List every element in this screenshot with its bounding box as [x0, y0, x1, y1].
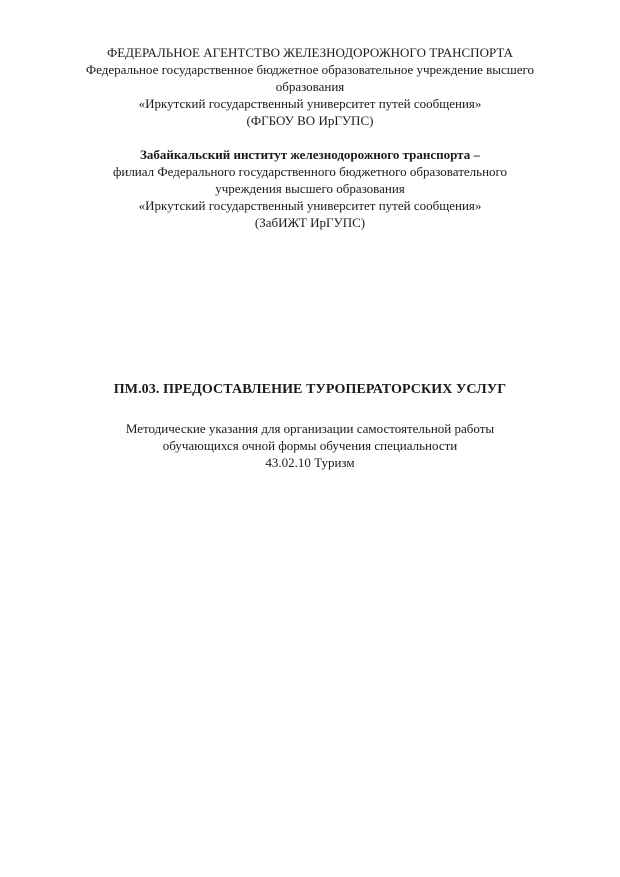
- university-type-line-2: образования: [275, 79, 345, 94]
- title-block: [40, 381, 580, 398]
- institute-header: [40, 146, 580, 231]
- institute-abbreviation: (ЗабИЖТ ИрГУПС): [254, 215, 366, 230]
- description-line-1: Методические указания для организации самостоятельной работы: [125, 421, 495, 436]
- branch-line-2: учреждения высшего образования: [215, 181, 405, 196]
- university-abbreviation: (ФГБОУ ВО ИрГУПС): [246, 113, 374, 128]
- agency-header: [40, 44, 580, 129]
- branch-university-name: «Иркутский государственный университет путей сообщения»: [138, 198, 482, 213]
- university-type-line-1: Федеральное государственное бюджетное образовательное учреждение высшего: [85, 62, 535, 77]
- document-title: ПМ.03. ПРЕДОСТАВЛЕНИЕ ТУРОПЕРАТОРСКИХ УСЛУГ: [113, 382, 507, 397]
- agency-name: ФЕДЕРАЛЬНОЕ АГЕНТСТВО ЖЕЛЕЗНОДОРОЖНОГО ТРАНСПОРТА: [106, 45, 514, 60]
- specialty-code: 43.02.10 Туризм: [265, 455, 355, 470]
- description-line-2: обучающихся очной формы обучения специальности: [162, 438, 458, 453]
- university-name: «Иркутский государственный университет путей сообщения»: [138, 96, 482, 111]
- document-description: [40, 420, 580, 471]
- institute-name: Забайкальский институт железнодорожного транспорта –: [140, 147, 480, 162]
- branch-line-1: филиал Федерального государственного бюджетного образовательного: [112, 164, 508, 179]
